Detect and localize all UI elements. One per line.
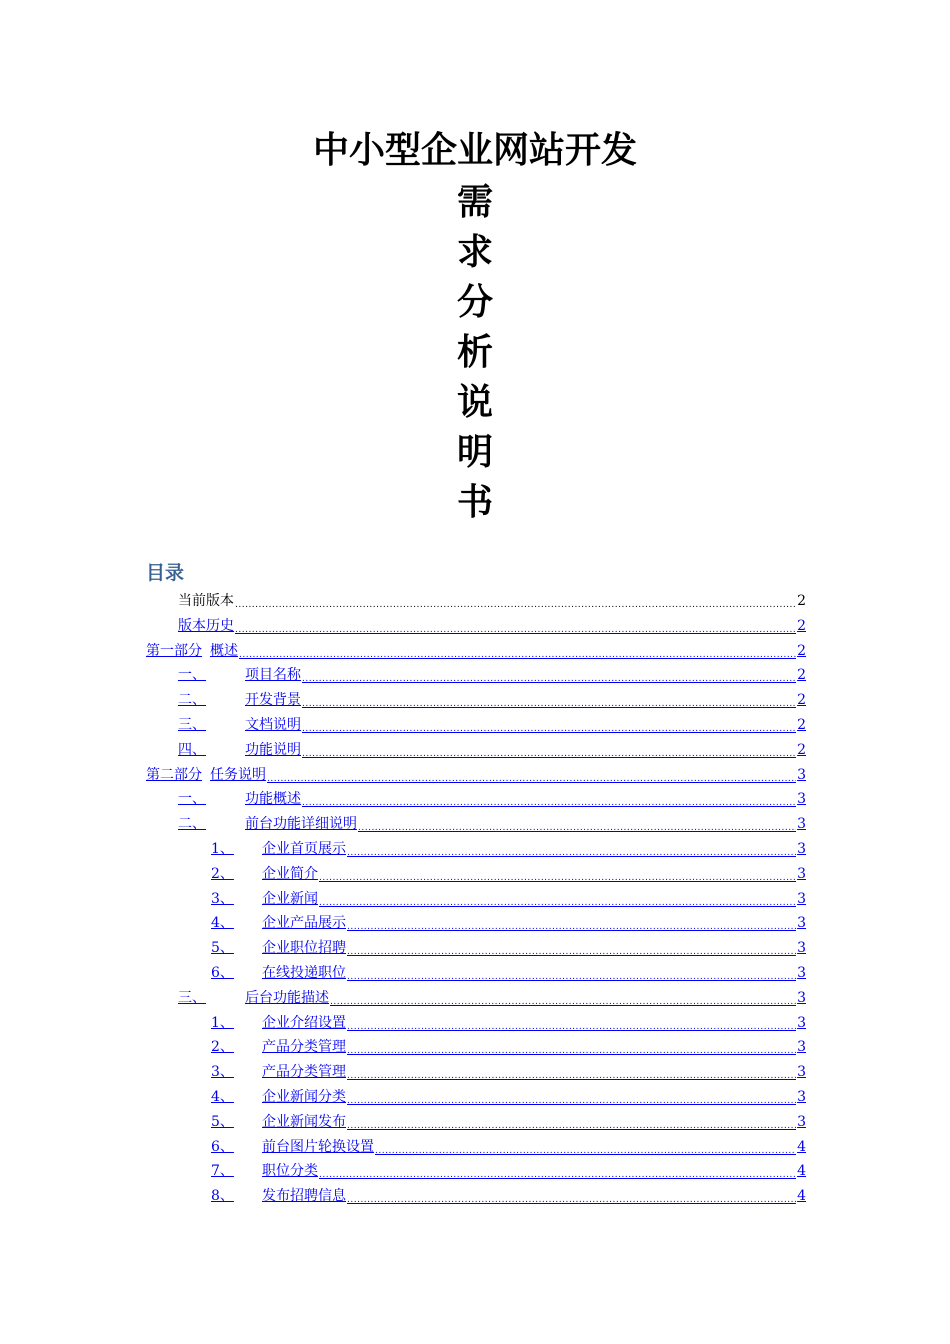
subtitle-char: 书 — [456, 482, 493, 523]
toc-dot-leader — [319, 894, 796, 912]
toc-heading: 目录 — [146, 562, 185, 584]
toc-link[interactable] — [178, 738, 806, 763]
subtitle-char: 明 — [456, 432, 493, 473]
toc-link[interactable] — [146, 639, 806, 664]
subtitle-char: 说 — [456, 382, 493, 423]
toc-entry-text: 在线投递职位 — [262, 965, 346, 981]
toc-link[interactable] — [146, 763, 806, 788]
subtitle-char: 分 — [456, 282, 493, 323]
toc-entry-number: 8、 — [211, 1188, 234, 1205]
toc-page-number: 2 — [797, 717, 806, 733]
toc-link[interactable] — [178, 663, 806, 688]
toc-entry-text: 职位分类 — [262, 1163, 318, 1180]
toc-link[interactable] — [211, 862, 806, 887]
toc-page-number: 3 — [797, 865, 806, 882]
toc-page-number: 3 — [797, 1113, 806, 1130]
toc-entry-number: 5、 — [211, 940, 234, 957]
toc-dot-leader — [330, 993, 796, 1011]
toc-entry-number: 5、 — [211, 1113, 234, 1130]
toc-page-number: 3 — [797, 841, 806, 857]
toc-dot-leader — [302, 720, 796, 738]
toc-link[interactable] — [178, 812, 806, 837]
toc-link[interactable] — [211, 1035, 806, 1060]
toc-page-number: 3 — [797, 890, 806, 907]
toc-page-number: 4 — [797, 1163, 806, 1180]
toc-entry — [178, 589, 806, 614]
toc-entry-number: 6、 — [211, 1138, 234, 1155]
toc-page-number: 3 — [797, 766, 806, 783]
toc-entry-number: 4、 — [211, 915, 234, 932]
toc-entry-number: 1、 — [211, 1014, 234, 1031]
toc-page-number: 3 — [797, 1089, 806, 1105]
subtitle-char: 需 — [456, 182, 493, 223]
toc-entry-text: 前台功能详细说明 — [245, 816, 357, 833]
toc-dot-leader — [347, 1018, 796, 1036]
toc-entry-number: 4、 — [211, 1089, 234, 1105]
toc-link[interactable] — [211, 936, 806, 961]
toc-entry-text: 企业首页展示 — [262, 841, 346, 857]
toc-dot-leader — [302, 745, 796, 763]
toc-entry-number: 7、 — [211, 1163, 234, 1180]
toc-link[interactable] — [211, 1060, 806, 1085]
toc-entry-number: 一、 — [178, 791, 206, 808]
toc-link[interactable] — [211, 837, 806, 862]
toc-entry-text: 发布招聘信息 — [262, 1188, 346, 1205]
toc-dot-leader — [235, 596, 796, 614]
toc-dot-leader — [347, 844, 796, 862]
toc-dot-leader — [267, 770, 796, 788]
toc-entry-text: 产品分类管理 — [262, 1064, 346, 1081]
toc-entry-number: 三、 — [178, 717, 206, 733]
toc-entry-number: 一、 — [178, 667, 206, 684]
subtitle-char: 析 — [456, 332, 493, 373]
toc-link[interactable] — [211, 1184, 806, 1209]
toc-entry-text: 概述 — [210, 642, 238, 659]
toc-dot-leader — [302, 670, 796, 688]
toc-entry-number: 2、 — [211, 1039, 234, 1056]
toc-dot-leader — [319, 869, 796, 887]
toc-entry-number: 3、 — [211, 1064, 234, 1081]
toc-link[interactable] — [211, 1110, 806, 1135]
toc-entry-text: 版本历史 — [178, 617, 234, 634]
toc-entry-number: 第一部分 — [146, 642, 202, 659]
toc-dot-leader — [347, 1191, 796, 1209]
toc-page-number: 3 — [797, 915, 806, 932]
toc-entry-text: 前台图片轮换设置 — [262, 1138, 374, 1155]
toc-entry-text: 任务说明 — [210, 766, 266, 783]
toc-entry-text: 企业新闻 — [262, 890, 318, 907]
toc-page-number: 2 — [797, 741, 806, 758]
toc-link[interactable] — [211, 1159, 806, 1184]
toc-dot-leader — [302, 794, 796, 812]
toc-entry-number: 四、 — [178, 741, 206, 758]
toc-entry-text: 文档说明 — [245, 717, 301, 733]
toc-link[interactable] — [211, 1135, 806, 1160]
toc-page-number: 2 — [797, 642, 806, 659]
toc-entry-text: 产品分类管理 — [262, 1039, 346, 1056]
toc-dot-leader — [239, 646, 796, 664]
toc-page-number: 4 — [797, 1188, 806, 1205]
toc-dot-leader — [319, 1166, 796, 1184]
toc-entry-text: 企业介绍设置 — [262, 1014, 346, 1031]
toc-dot-leader — [347, 1067, 796, 1085]
toc-entry-text: 开发背景 — [245, 692, 301, 709]
toc-page-number: 3 — [797, 989, 806, 1006]
toc-entry-text: 功能概述 — [245, 791, 301, 808]
document-title: 中小型企业网站开发 — [312, 130, 637, 171]
toc-dot-leader — [347, 1117, 796, 1135]
toc-entry-number: 2、 — [211, 865, 234, 882]
subtitle-char: 求 — [456, 232, 493, 273]
toc-entry-text: 项目名称 — [245, 667, 301, 684]
toc-page-number: 3 — [797, 816, 806, 833]
toc-entry-number: 第二部分 — [146, 766, 202, 783]
toc-dot-leader — [347, 918, 796, 936]
toc-dot-leader — [235, 621, 796, 639]
toc-entry-text: 企业产品展示 — [262, 915, 346, 932]
toc-page-number: 4 — [797, 1138, 806, 1155]
toc-link[interactable] — [178, 787, 806, 812]
toc-page-number: 2 — [797, 667, 806, 684]
toc-link[interactable] — [211, 911, 806, 936]
toc-dot-leader — [375, 1142, 796, 1160]
toc-entry-text: 后台功能描述 — [245, 989, 329, 1006]
toc-entry-number: 二、 — [178, 816, 206, 833]
toc-link[interactable] — [211, 887, 806, 912]
toc-entry-text: 企业新闻分类 — [262, 1089, 346, 1105]
toc-page-number: 3 — [797, 791, 806, 808]
toc-entry-number: 三、 — [178, 989, 206, 1006]
toc-link[interactable] — [178, 986, 806, 1011]
toc-entry-text: 功能说明 — [245, 741, 301, 758]
toc-link[interactable] — [211, 1011, 806, 1036]
toc-entry-number: 二、 — [178, 692, 206, 709]
toc-page-number: 2 — [797, 692, 806, 709]
toc-page-number: 2 — [797, 617, 806, 634]
toc-entry-text: 企业简介 — [262, 865, 318, 882]
toc-entry-text: 企业职位招聘 — [262, 940, 346, 957]
toc-link[interactable] — [211, 961, 806, 986]
toc-dot-leader — [347, 943, 796, 961]
toc-link[interactable] — [178, 614, 806, 639]
toc-page-number: 3 — [797, 1064, 806, 1081]
toc-entry-text: 企业新闻发布 — [262, 1113, 346, 1130]
toc-entry-number: 1、 — [211, 841, 234, 857]
toc-dot-leader — [302, 695, 796, 713]
toc-page-number: 3 — [797, 1039, 806, 1056]
toc-dot-leader — [347, 968, 796, 986]
toc-page-number: 3 — [797, 940, 806, 957]
toc-dot-leader — [358, 819, 796, 837]
toc-link[interactable] — [178, 688, 806, 713]
toc-page-number: 3 — [797, 1014, 806, 1031]
toc-link[interactable] — [178, 713, 806, 738]
toc-entry-number: 3、 — [211, 890, 234, 907]
toc-dot-leader — [347, 1042, 796, 1060]
document-subtitle-vertical — [0, 178, 950, 528]
toc-entry-text: 当前版本 — [178, 593, 234, 609]
toc-link[interactable] — [211, 1085, 806, 1110]
toc-page-number: 3 — [797, 965, 806, 981]
toc-page-number: 2 — [797, 593, 806, 609]
toc-dot-leader — [347, 1092, 796, 1110]
toc-entry-number: 6、 — [211, 965, 234, 981]
